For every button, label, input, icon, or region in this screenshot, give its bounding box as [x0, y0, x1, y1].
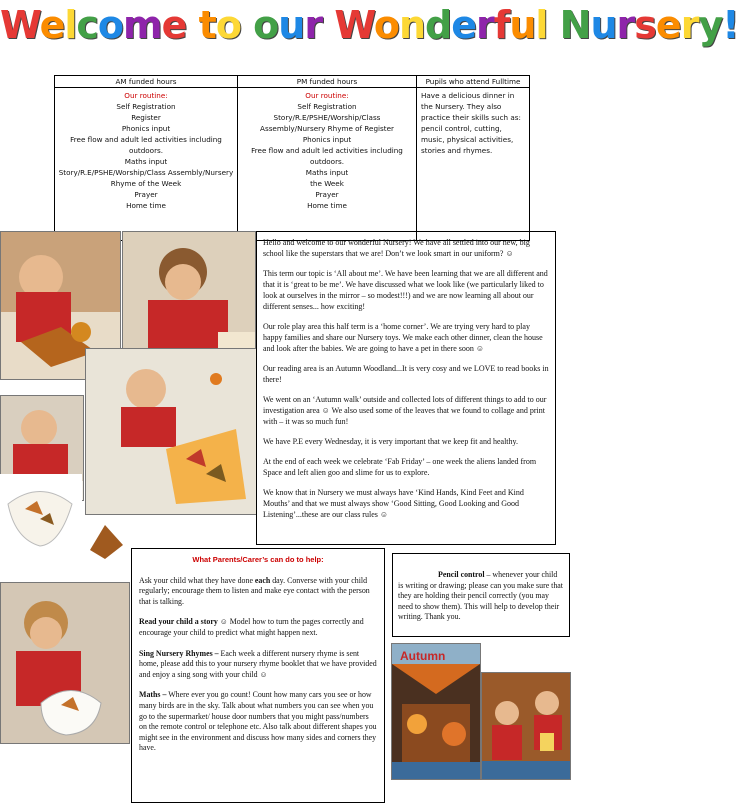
title-letter: !	[722, 3, 739, 47]
fulltime-cell: Have a delicious dinner in the Nursery. They also practice their skills such as: pencil control, cutting, music, physical activities, stories and rhymes.	[417, 88, 530, 241]
title-letter: f	[493, 3, 510, 47]
page-title	[0, 0, 739, 50]
header-fulltime: Pupils who attend Fulltime	[417, 76, 530, 88]
parents-paragraph-story	[139, 617, 377, 638]
title-letter: l	[535, 3, 548, 47]
am-routine-label: Our routine:	[124, 91, 168, 100]
photo-leaf-paper	[0, 474, 82, 552]
welcome-paragraph: We know that in Nursery we must always have ‘Kind Hands, Kind Feet and Kind Mouths’ and that we must always show ‘Good Sitting, Good Looking and Good Listening’...these are our class rules ☺	[263, 488, 524, 519]
title-letter: m	[123, 3, 162, 47]
welcome-paragraph: We went on an ‘Autumn walk’ outside and collected lots of different things to add to our investigation area ☺ We also used some of the leaves that we found to collage and print with – it was so much fun!	[263, 395, 547, 426]
parents-paragraph-maths	[139, 690, 377, 754]
pm-item: Free flow and adult led activities including outdoors.	[251, 146, 403, 166]
parents-paragraph-rhymes	[139, 649, 377, 681]
am-item: Register	[131, 113, 161, 122]
welcome-letter	[256, 231, 556, 545]
text-span: Where ever you go count! Count how many cars you see or how many birds are in the sky. Talk about what numbers you can see when you go to the supermarket/ house door numbers that you might pass/numbers on the remote control or telephone etc. Also talk about different shapes you might see in the environment and discuss how many sides and corners they have.	[139, 690, 377, 753]
am-item: Self Registration	[116, 102, 176, 111]
parents-heading: What Parents/Carer’s can do to help:	[192, 555, 324, 564]
photo-child-leaf-table	[0, 582, 130, 744]
text-span: day. Converse with your child regularly; encourage them to listen and make eye contact with the person that is talking.	[139, 575, 370, 606]
welcome-paragraph: Our role play area this half term is a ‘home corner’. We are trying very hard to play happy families and share our Nursery toys. We make each other dinner, clean the house and look after the babies. We are going to have a pet in there soon ☺	[263, 322, 543, 353]
title-letter: c	[76, 3, 98, 47]
title-letter	[241, 3, 253, 47]
title-letter: e	[655, 3, 681, 47]
welcome-paragraph: Our reading area is an Autumn Woodland...It is very cosy and we LOVE to read books in there!	[263, 364, 549, 384]
photo-autumn-woodland	[391, 643, 481, 780]
pm-routine-cell	[238, 88, 417, 241]
pencil-bold: Pencil control	[438, 570, 485, 579]
title-letter	[547, 3, 559, 47]
title-letter: e	[451, 3, 477, 47]
title-letter	[322, 3, 334, 47]
pm-item: Maths input	[305, 168, 349, 177]
title-letter: o	[215, 3, 241, 47]
pm-item: Self Registration	[297, 102, 357, 111]
photo-leaf-corner	[85, 515, 127, 561]
title-letter: N	[559, 3, 591, 47]
title-letter: r	[304, 3, 323, 47]
title-letter: r	[680, 3, 699, 47]
title-letter: r	[476, 3, 494, 47]
header-pm: PM funded hours	[238, 76, 417, 88]
am-item: Story/R.E/PSHE/Worship/Class Assembly/Nursery Rhyme of the Week	[58, 168, 234, 188]
header-am: AM funded hours	[55, 76, 238, 88]
am-item: Free flow and adult led activities including outdoors.	[70, 135, 222, 155]
title-letter: d	[425, 3, 452, 47]
title-letter: l	[64, 3, 77, 47]
welcome-paragraph: We have P.E every Wednesday, it is very important that we keep fit and healthy.	[263, 437, 519, 446]
pm-item: Prayer	[315, 190, 339, 199]
title-letter: o	[373, 3, 399, 47]
hours-table	[54, 75, 530, 241]
title-letter: t	[198, 3, 216, 47]
pencil-text: – whenever your child is writing or drawing; please can you make sure that they are holding their pencil correctly (you may need to show them). This will help to develop their writing. Thank you.	[398, 570, 563, 622]
title-letter: s	[634, 3, 656, 47]
bold-span: Sing Nursery Rhymes –	[139, 648, 219, 658]
bold-span: Maths –	[139, 690, 167, 700]
title-letter: W	[0, 3, 40, 47]
welcome-paragraph: This term our topic is ‘All about me’. We have been learning that we are all different and that it is ‘great to be me’. We have discussed what we look like (we particularly liked to look at ourselves in the mirror – so modest!!!) and we are now learning all about our different senses... how exciting!	[263, 269, 548, 311]
title-letter: y	[698, 3, 723, 47]
title-letter: o	[97, 3, 124, 47]
welcome-paragraph: Hello and welcome to our wonderful Nursery! We have all settled into our new, big school like the superstars that we are! Don’t we look smart in our uniform? ☺	[263, 238, 530, 258]
pm-item: Phonics input	[302, 135, 352, 144]
photo-leaf-printing	[85, 348, 257, 515]
am-routine-cell	[55, 88, 238, 241]
title-letter: u	[509, 3, 536, 47]
parents-help-box	[131, 548, 385, 803]
text-span: ☺ Model how to turn the pages correctly and encourage your child to predict what might happen next.	[139, 617, 364, 637]
bold-span: each	[254, 575, 271, 585]
title-letter: r	[616, 3, 635, 47]
title-letter: u	[590, 3, 617, 47]
am-item: Prayer	[134, 190, 158, 199]
pm-item: the Week	[310, 179, 344, 188]
title-letter	[186, 3, 198, 47]
title-letter: u	[278, 3, 305, 47]
autumn-sign: Autumn	[400, 649, 446, 663]
title-letter: e	[161, 3, 187, 47]
am-item: Home time	[126, 201, 166, 210]
title-letter: W	[334, 3, 374, 47]
am-item: Phonics input	[121, 124, 171, 133]
text-span: Ask your child what they have done	[139, 575, 255, 585]
am-item: Maths input	[124, 157, 168, 166]
pm-routine-label: Our routine:	[305, 91, 349, 100]
bold-span: Read your child a story	[139, 617, 218, 627]
title-letter: o	[253, 3, 279, 47]
pm-item: Home time	[307, 201, 347, 210]
pencil-control-box	[392, 553, 570, 637]
title-letter: n	[398, 3, 426, 47]
text-span: Each week a different nursery rhyme is sent home, please add this to your nursery rhyme booklet that we have provided and enjoy a sing song with your child ☺	[139, 648, 377, 679]
pm-item: Story/R.E/PSHE/Worship/Class Assembly/Nursery Rhyme of Register	[260, 113, 394, 133]
parents-paragraph-converse	[139, 576, 377, 608]
welcome-paragraph: At the end of each week we celebrate ‘Fab Friday’ – one week the aliens landed from Space and left alien goo and slime for us to explore.	[263, 457, 537, 477]
photo-children-reading	[481, 672, 571, 780]
title-letter: e	[39, 3, 65, 47]
